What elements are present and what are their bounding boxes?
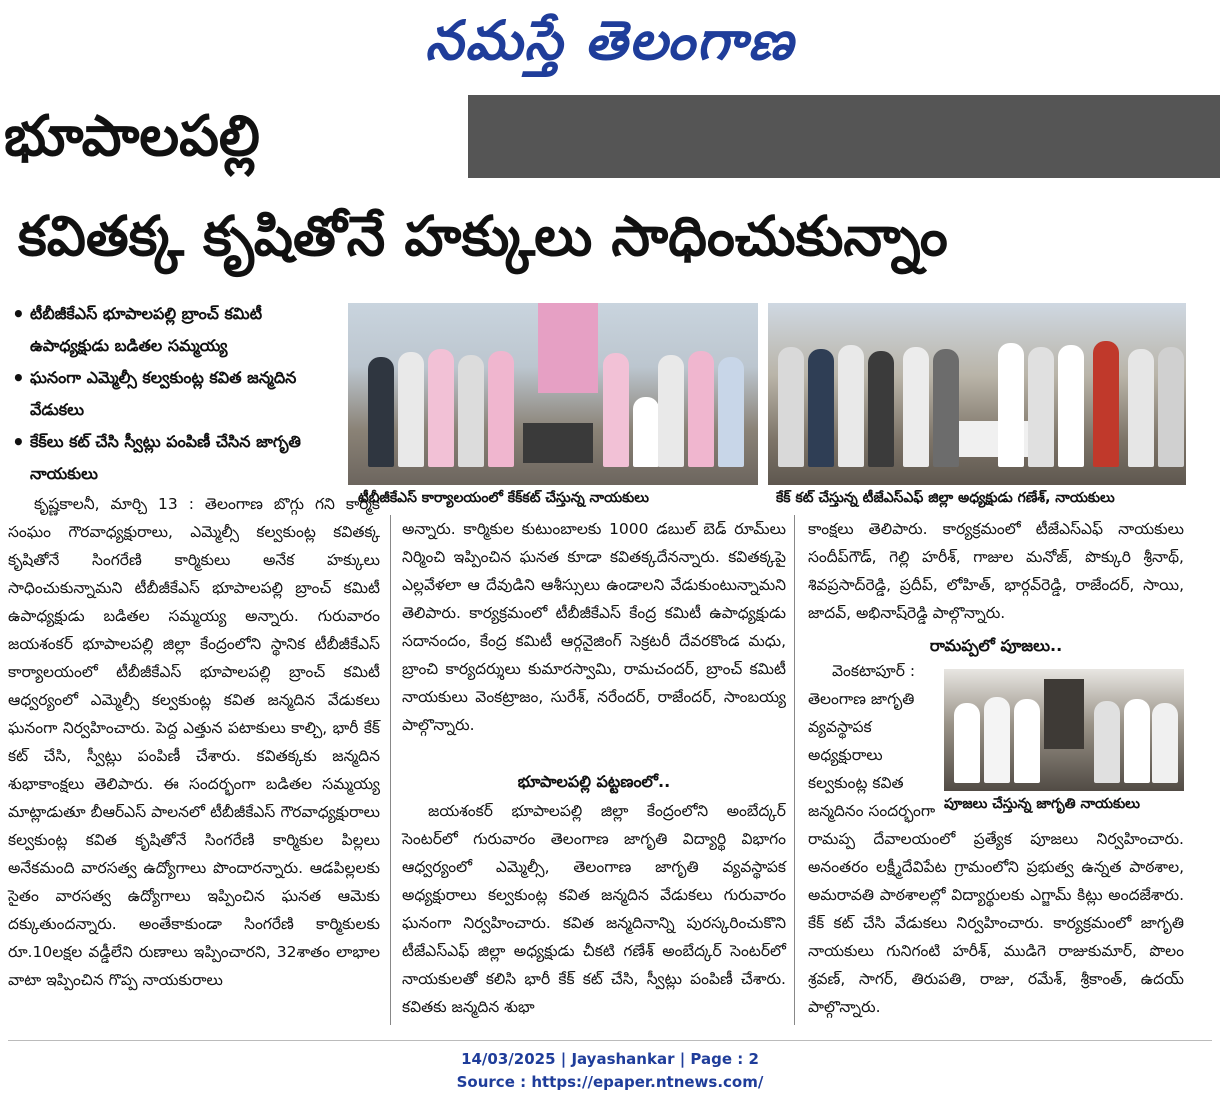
subheading-ramappa: రామప్పలో పూజలు.. [929,636,1063,655]
article-column-1 [8,490,380,994]
column-3-text: రామప్ప దేవాలయంలో ప్రత్యేక పూజలు నిర్వహించారు. అనంతరం లక్ష్మీదేవిపేట గ్రామంలోని ప్రభుత్వ ఉన్నత పాఠశాల, అమరావతి పాఠశాలల్లో విద్యార్థులకు ఎగ్జామ్ కిట్లు అందజేశారు. కేక్ కట్ చేసి వేడుకలు నిర్వహించారు. కార్యక్రమంలో జాగృతి నాయకులు గునిగంటి హరీశ్, ముడిగె రాజుకుమార్, పొలం శ్రవణ్, సాగర్, తిరుపతి, రాజు, రమేశ్, శ్రీకాంత్, ఉదయ్ పాల్గొన్నారు. [808,830,1184,1016]
bullet-item: • టీబీజీకేఎస్ భూపాలపల్లి బ్రాంచ్ కమిటీ ఉపాధ్యక్షుడు బడితల సమ్మయ్య [8,298,346,362]
photo-temple-prayers [944,669,1184,791]
bullet-item: • కేక్‌లు కట్ చేసి స్వీట్లు పంపిణీ చేసిన జాగృతి నాయకులు [8,426,346,490]
article-headline: కవితక్క కృషితోనే హక్కులు సాధించుకున్నాం [18,204,948,268]
section-place-name: భూపాలపల్లి [0,95,468,178]
subheading-bhupalpally: భూపాలపల్లి పట్టణంలో.. [517,772,671,791]
article-column-2-bottom [402,797,786,1021]
column-2-text: జయశంకర్ భూపాలపల్లి జిల్లా కేంద్రంలోని అంబేద్కర్ సెంటర్‌లో గురువారం తెలంగాణ జాగృతి విద్యార్థి విభాగం ఆధ్వర్యంలో ఎమ్మెల్సీ, తెలంగాణ జాగృతి వ్యవస్థాపక అధ్యక్షురాలు కల్వకుంట్ల కవిత జన్మదిన వేడుకలు గురువారం ఘనంగా నిర్వహించారు. కవిత జన్మదినాన్ని పురస్కరించుకొని టీజేఎస్‌ఎఫ్ జిల్లా అధ్యక్షుడు చీకటి గణేశ్ అంబేద్కర్ సెంటర్‌లో నాయకులతో కలిసి భారీ కేక్ కట్ చేసి, స్వీట్లు పంపిణీ చేశారు. కవితకు జన్మదిన శుభా [402,802,786,1016]
column-divider [794,515,795,1025]
column-2-text: అన్నారు. కార్మికుల కుటుంబాలకు 1000 డబుల్ బెడ్ రూమ్‌లు నిర్మించి ఇప్పించిన ఘనత కూడా కవితక్కదేనన్నారు. కవితక్కపై ఎల్లవేళలా ఆ దేవుడిని ఆశీస్సులు ఉండాలని వేడుకుంటున్నామని తెలిపారు. కార్యక్రమంలో టీబీజీకేఎస్ కేంద్ర కమిటీ ఉపాధ్యక్షుడు సదానందం, కేంద్ర కమిటీ ఆర్గనైజింగ్ సెక్రటరీ దేవరకొండ మధు, బ్రాంచి కార్యదర్శులు కుమారస్వామి, రామచందర్, బ్రాంచ్ కమిటీ నాయకులు వెంకట్రాజం, సురేశ్, నరేందర్, రాజేందర్, సాంబయ్య పాల్గొన్నారు. [402,520,786,734]
photo-caption: టీబీజీకేఎస్ కార్యాలయంలో కేక్‌కట్ చేస్తున్న నాయకులు [358,490,650,506]
photo-office-celebration [348,303,758,485]
newspaper-logo: నమస్తే తెలంగాణ [425,8,795,72]
edition-info: 14/03/2025 | Jayashankar | Page : 2 [461,1050,759,1068]
page-footer [0,1048,1220,1094]
photo-caption: పూజలు చేస్తున్న జాగృతి నాయకులు [944,796,1140,812]
photo-street-celebration [768,303,1186,485]
masthead [0,0,1220,86]
article-column-2-top [402,515,786,739]
article-column-3-narrow [808,657,936,825]
column-1-text: కృష్ణకాలనీ, మార్చి 13 : తెలంగాణ బొగ్గు గని కార్మిక సంఘం గౌరవాధ్యక్షురాలు, ఎమ్మెల్సీ కల్వకుంట్ల కవితక్క కృషితోనే సింగరేణి కార్మికులు అనేక హక్కులు సాధించుకున్నామని టీబీజీకేఎస్ భూపాలపల్లి బ్రాంచ్ కమిటీ ఉపాధ్యక్షుడు బడితల సమ్మయ్య అన్నారు. గురువారం జయశంకర్ భూపాలపల్లి జిల్లా కేంద్రంలోని స్థానిక టీబీజీకేఎస్ కార్యాలయంలో టీబీజీకేఎస్ భూపాలపల్లి బ్రాంచ్ కమిటీ ఆధ్వర్యంలో ఎమ్మెల్సీ కల్వకుంట్ల కవిత జన్మదిన వేడుకలు ఘనంగా నిర్వహించారు. పెద్ద ఎత్తున పటాకులు కాల్చి, భారీ కేక్ కట్ చేసి, స్వీట్లు పంపిణీ చేశారు. కవితక్కకు జన్మదిన శుభాకాంక్షలు తెలిపారు. ఈ సందర్భంగా బడితల సమ్మయ్య మాట్లాడుతూ బీఆర్‌ఎస్ పాలనలో టీబీజీకేఎస్ గౌరవాధ్యక్షురాలు కల్వకుంట్ల కవిత కృషితోనే సింగరేణి కార్మికుల పిల్లలు అనేకమంది వారసత్వ ఉద్యోగాలు పొందారన్నారు. ఆడపిల్లలకు సైతం వారసత్వ ఉద్యోగాలు ఇప్పించిన ఘనత ఆమెకు దక్కుతుందన్నారు. అంతేకాకుండా సింగరేణి కార్మికులకు రూ.10లక్షల వడ్డీలేని రుణాలు ఇప్పించారని, 32శాతం లాభాల వాటా ఇప్పించిన గొప్ప నాయకురాలు [8,495,380,989]
article-column-3-top [808,515,1184,627]
column-3-text: వెంకటాపూర్ : తెలంగాణ జాగృతి వ్యవస్థాపక అధ్యక్షురాలు కల్వకుంట్ల కవిత జన్మదినం సందర్భంగా [808,662,936,820]
bullet-item: • ఘనంగా ఎమ్మెల్సీ కల్వకుంట్ల కవిత జన్మదిన వేడుకలు [8,362,346,426]
source-link[interactable]: Source : https://epaper.ntnews.com/ [456,1073,764,1091]
highlight-bullets [8,298,346,490]
column-divider [390,515,391,1025]
footer-divider [8,1040,1212,1041]
section-banner [0,95,1220,178]
article-column-3-bottom [808,825,1184,1021]
photo-caption: కేక్ కట్ చేస్తున్న టీజేఎస్‌ఎఫ్ జిల్లా అధ్యక్షుడు గణేశ్, నాయకులు [776,490,1115,506]
column-3-text: కాంక్షలు తెలిపారు. కార్యక్రమంలో టీజేఎస్‌ఎఫ్ నాయకులు సందీప్‌గౌడ్, గెల్లి హరీశ్, గాజుల మనోజ్, పొక్కురి శ్రీనాథ్, శివప్రసాద్‌రెడ్డి, ప్రదీప్, లోహిత్, భార్గవ్‌రెడ్డి, రాజేందర్, సాయి, జాదవ్, అభినాష్‌రెడ్డి పాల్గొన్నారు. [808,520,1184,622]
